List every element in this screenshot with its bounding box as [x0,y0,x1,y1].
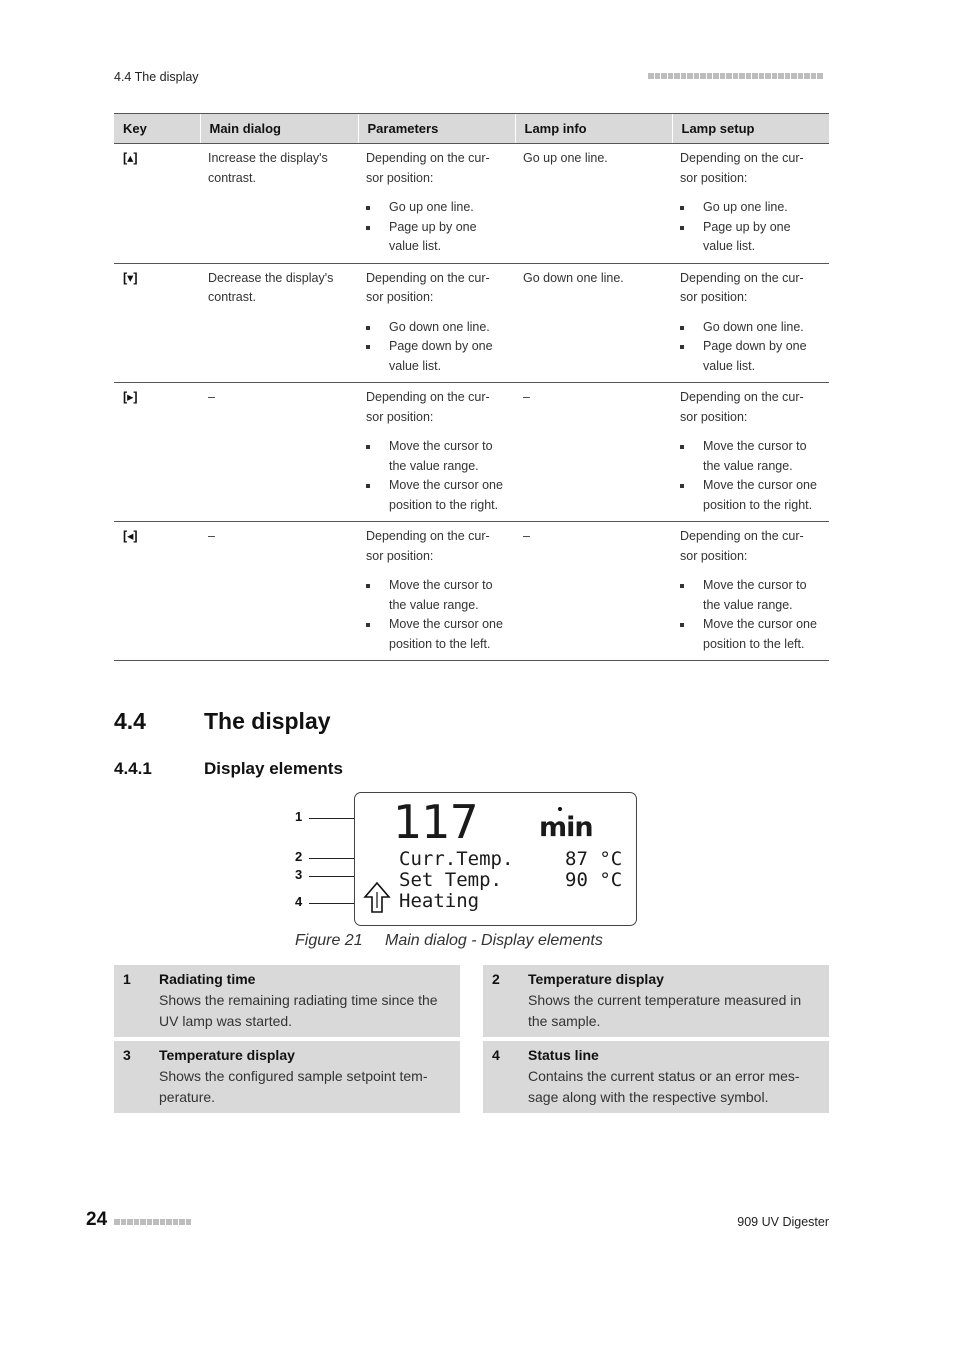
callout-2: 2 [295,849,303,864]
list-item: Move the cursor one position to the right. [680,476,821,515]
column-header-key: Key [114,114,200,144]
list-item: Go up one line. [680,198,821,218]
key-left-cell: [◂] [114,522,200,661]
legend-item-2 [483,965,829,1037]
lamp-info-cell: Go down one line. [515,263,672,383]
cell-intro: Depending on the cur-sor position: [366,390,490,424]
legend-number: 1 [123,971,131,987]
legend-number: 3 [123,1047,131,1063]
cell-intro: Depending on the cur-sor position: [366,529,490,563]
lamp-setup-cell [672,263,829,383]
list-item: Move the cursor to the value range. [680,576,821,615]
cell-intro: Depending on the cur-sor position: [366,151,490,185]
page-number: 24 [86,1209,108,1230]
list-item: Page up by one value list. [680,218,821,257]
table-row [114,144,829,264]
subsection-heading [114,759,343,779]
lcd-screen [354,792,637,926]
callout-4: 4 [295,894,303,909]
subsection-title: Display elements [204,759,343,778]
main-dialog-cell: – [200,522,358,661]
list-item: Go down one line. [366,318,507,338]
legend-description: Shows the current temperature measured in the sample. [528,992,802,1029]
parameters-cell [358,522,515,661]
lamp-setup-cell [672,383,829,522]
bullet-list [680,318,821,377]
lamp-info-cell: – [515,383,672,522]
lamp-info-cell: – [515,522,672,661]
cell-intro: Depending on the cur-sor position: [366,270,490,304]
figure-title: Main dialog - Display elements [385,932,603,949]
list-item: Page down by one value list. [680,337,821,376]
cell-intro: Depending on the cur-sor position: [680,151,804,185]
legend-number: 4 [492,1047,500,1063]
cell-intro: Depending on the cur-sor position: [680,390,804,424]
table-row [114,383,829,522]
main-dialog-cell: – [200,383,358,522]
bullet-list [680,437,821,515]
column-header-parameters: Parameters [358,114,515,144]
main-dialog-cell: Increase the display's contrast. [200,144,358,264]
set-temp-value: 90 °C [565,869,623,891]
key-up-cell: [▴] [114,144,200,264]
display-figure [290,790,640,930]
legend-item-3 [114,1041,460,1113]
table-row [114,263,829,383]
table-row [114,522,829,661]
unit-dot [558,807,562,811]
legend-description: Shows the remaining radiating time since the UV lamp was started. [159,992,438,1029]
parameters-cell [358,144,515,264]
radiating-time-value: 117 [393,795,478,849]
list-item: Move the cursor to the value range. [366,437,507,476]
key-down-cell: [▾] [114,263,200,383]
legend-number: 2 [492,971,500,987]
list-item: Go up one line. [366,198,507,218]
cell-intro: Depending on the cur-sor position: [680,529,804,563]
callout-1: 1 [295,809,303,824]
current-temp-label: Curr.Temp. [399,848,514,870]
lamp-info-cell: Go up one line. [515,144,672,264]
bullet-list [680,198,821,257]
bullet-list [366,576,507,654]
list-item: Move the cursor one position to the right. [366,476,507,515]
list-item: Move the cursor to the value range. [680,437,821,476]
section-heading [114,708,331,735]
subsection-number: 4.4.1 [114,759,152,778]
figure-label: Figure 21 [295,932,363,949]
callout-3: 3 [295,867,303,882]
footer-decoration [114,1219,191,1225]
figure-caption [295,932,603,950]
list-item: Move the cursor to the value range. [366,576,507,615]
list-item: Move the cursor one position to the left. [680,615,821,654]
legend-title: Temperature display [159,1047,295,1063]
running-header: 4.4 The display [114,70,199,84]
legend-item-4 [483,1041,829,1113]
table-header-row [114,114,829,144]
lamp-setup-cell [672,522,829,661]
section-number: 4.4 [114,708,146,734]
column-header-lamp-setup: Lamp setup [672,114,829,144]
section-title: The display [204,708,331,734]
radiating-time-unit: min [539,812,593,843]
list-item: Move the cursor one position to the left. [366,615,507,654]
parameters-cell [358,263,515,383]
key-right-cell: [▸] [114,383,200,522]
legend-description: Contains the current status or an error mes-sage along with the respective symbol. [528,1068,800,1105]
footer-product-name: 909 UV Digester [737,1215,829,1229]
main-dialog-cell: Decrease the display's contrast. [200,263,358,383]
set-temp-label: Set Temp. [399,869,502,891]
legend-title: Radiating time [159,971,256,987]
key-function-table [114,113,829,661]
list-item: Go down one line. [680,318,821,338]
bullet-list [366,437,507,515]
current-temp-value: 87 °C [565,848,623,870]
column-header-lamp-info: Lamp info [515,114,672,144]
list-item: Page down by one value list. [366,337,507,376]
bullet-list [680,576,821,654]
legend-item-1 [114,965,460,1037]
lamp-setup-cell [672,144,829,264]
status-text: Heating [399,890,480,912]
heating-arrow-up-icon [363,881,391,915]
bullet-list [366,198,507,257]
parameters-cell [358,383,515,522]
column-header-main-dialog: Main dialog [200,114,358,144]
legend-description: Shows the configured sample setpoint tem-perature. [159,1068,428,1105]
list-item: Page up by one value list. [366,218,507,257]
bullet-list [366,318,507,377]
legend-title: Status line [528,1047,599,1063]
header-decoration [648,73,823,79]
cell-intro: Depending on the cur-sor position: [680,270,804,304]
legend-title: Temperature display [528,971,664,987]
